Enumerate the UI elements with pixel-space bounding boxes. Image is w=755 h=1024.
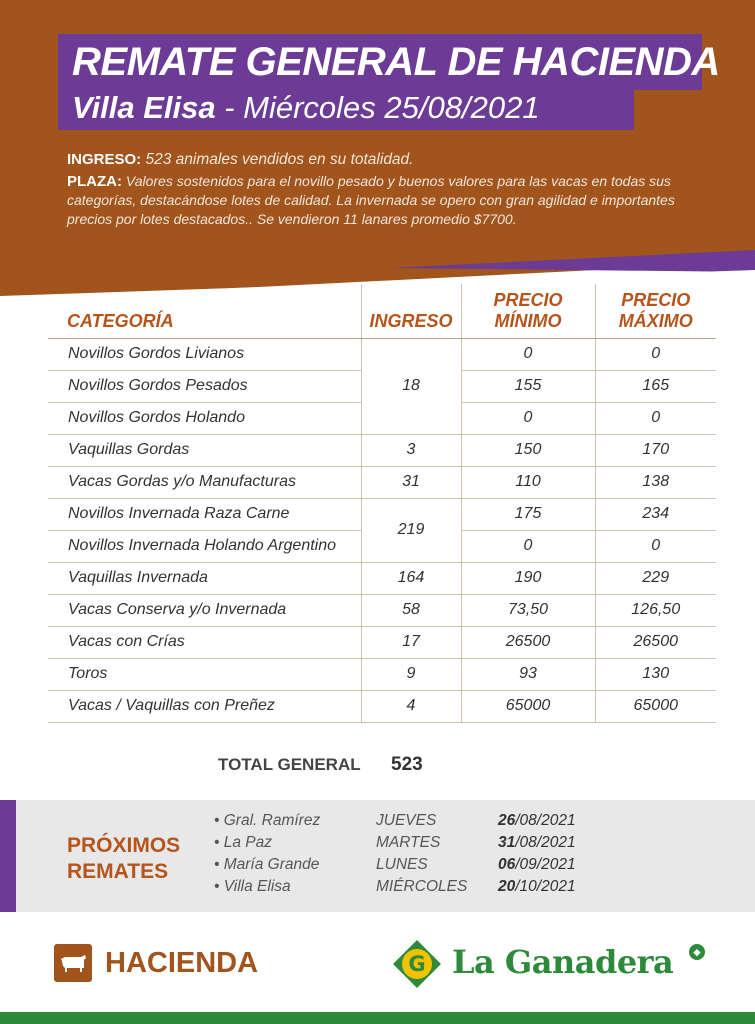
trademark-icon: ◆ (689, 944, 705, 960)
table-row (48, 594, 716, 626)
remate-date-rest: /10/2021 (515, 878, 576, 895)
row-precio-min: 26500 (461, 626, 595, 658)
plaza-text: Valores sostenidos para el novillo pesado y buenos valores para las vacas en todas sus categorías, destacándose lotes de calidad. La invernada se opero con gran agilidad e importantes precios por lotes destacados.. Se vendieron 11 lanares promedio $7700. (67, 173, 675, 227)
page-title: REMATE GENERAL DE HACIENDA (72, 40, 720, 84)
header-precio-maximo (595, 284, 716, 338)
row-ingreso: 31 (361, 466, 461, 498)
row-ingreso: 3 (361, 434, 461, 466)
remate-date-day: 06 (498, 856, 516, 873)
table-row (48, 498, 716, 530)
row-precio-min: 190 (461, 562, 595, 594)
list-item (214, 812, 614, 834)
ingreso-text: 523 animales vendidos en su totalidad. (141, 151, 414, 168)
row-precio-max: 138 (595, 466, 716, 498)
remate-day: MARTES (376, 834, 441, 851)
proximos-title (67, 833, 180, 885)
row-ingreso: 58 (361, 594, 461, 626)
remate-date (498, 812, 576, 830)
table-row (48, 626, 716, 658)
remate-place: • María Grande (214, 856, 320, 873)
remate-date (498, 856, 576, 874)
row-precio-min: 73,50 (461, 594, 595, 626)
remate-date-day: 31 (498, 834, 516, 851)
proximos-title-2: REMATES (67, 860, 169, 883)
row-category: Vaquillas Gordas (48, 434, 361, 466)
row-category: Novillos Gordos Pesados (48, 370, 361, 402)
remate-day: JUEVES (376, 812, 437, 829)
table-header-row (48, 284, 716, 338)
table-row (48, 338, 716, 370)
remate-date-day: 20 (498, 878, 516, 895)
row-precio-max: 26500 (595, 626, 716, 658)
header-ingreso: INGRESO (361, 284, 461, 338)
row-precio-max: 130 (595, 658, 716, 690)
row-precio-max: 65000 (595, 690, 716, 722)
row-category: Vaquillas Invernada (48, 562, 361, 594)
row-precio-max: 0 (595, 338, 716, 370)
header-precio-max-1: PRECIO (621, 289, 691, 310)
row-precio-max: 234 (595, 498, 716, 530)
row-category: Novillos Invernada Raza Carne (48, 498, 361, 530)
row-ingreso: 164 (361, 562, 461, 594)
row-precio-max: 126,50 (595, 594, 716, 626)
proximos-list (214, 812, 614, 900)
row-ingreso: 18 (361, 338, 461, 434)
row-precio-min: 0 (461, 402, 595, 434)
remate-date (498, 878, 576, 896)
logo-letter: G (408, 952, 426, 976)
ingreso-label: INGRESO: (67, 151, 142, 168)
row-precio-max: 165 (595, 370, 716, 402)
brand-name: La Ganadera (452, 943, 674, 981)
row-precio-max: 0 (595, 402, 716, 434)
la-ganadera-logo-icon (391, 938, 443, 990)
row-precio-min: 150 (461, 434, 595, 466)
row-category: Vacas Conserva y/o Invernada (48, 594, 361, 626)
row-precio-max: 170 (595, 434, 716, 466)
row-precio-min: 155 (461, 370, 595, 402)
remate-place: • La Paz (214, 834, 272, 851)
plaza-label: PLAZA: (67, 173, 122, 190)
cow-icon (54, 944, 92, 982)
row-category: Vacas / Vaquillas con Preñez (48, 690, 361, 722)
total-label: TOTAL GENERAL (218, 755, 361, 774)
row-precio-min: 93 (461, 658, 595, 690)
remate-date-rest: /08/2021 (515, 834, 576, 851)
prices-table (48, 284, 716, 723)
row-precio-min: 175 (461, 498, 595, 530)
subtitle-location: Villa Elisa (72, 90, 216, 125)
proximos-accent-bar (0, 800, 16, 912)
row-ingreso: 219 (361, 498, 461, 562)
row-precio-min: 65000 (461, 690, 595, 722)
footer-bar (0, 1012, 755, 1024)
row-precio-max: 229 (595, 562, 716, 594)
total-value: 523 (391, 754, 423, 775)
header-precio-min-1: PRECIO (493, 289, 563, 310)
intro-text (67, 150, 717, 229)
table-row (48, 658, 716, 690)
row-category: Vacas con Crías (48, 626, 361, 658)
row-ingreso: 17 (361, 626, 461, 658)
row-ingreso: 4 (361, 690, 461, 722)
row-category: Novillos Gordos Livianos (48, 338, 361, 370)
list-item (214, 878, 614, 900)
row-category: Vacas Gordas y/o Manufacturas (48, 466, 361, 498)
list-item (214, 834, 614, 856)
remate-place: • Gral. Ramírez (214, 812, 321, 829)
remate-day: MIÉRCOLES (376, 878, 468, 895)
table-row (48, 690, 716, 722)
row-precio-max: 0 (595, 530, 716, 562)
row-precio-min: 0 (461, 338, 595, 370)
list-item (214, 856, 614, 878)
subtitle-date: - Miércoles 25/08/2021 (215, 90, 540, 125)
remate-date (498, 834, 576, 852)
hacienda-label: HACIENDA (105, 947, 259, 979)
table-row (48, 434, 716, 466)
header-precio-max-2: MÁXIMO (618, 310, 693, 331)
remate-place: • Villa Elisa (214, 878, 291, 895)
table-row (48, 466, 716, 498)
row-category: Novillos Gordos Holando (48, 402, 361, 434)
proximos-title-1: PRÓXIMOS (67, 834, 181, 857)
row-ingreso: 9 (361, 658, 461, 690)
remate-date-rest: /09/2021 (515, 856, 576, 873)
row-precio-min: 0 (461, 530, 595, 562)
remate-day: LUNES (376, 856, 428, 873)
header-precio-minimo (461, 284, 595, 338)
remate-date-rest: /08/2021 (515, 812, 576, 829)
remate-date-day: 26 (498, 812, 516, 829)
row-category: Toros (48, 658, 361, 690)
header-precio-min-2: MÍNIMO (494, 310, 562, 331)
page-subtitle (72, 90, 540, 126)
row-category: Novillos Invernada Holando Argentino (48, 530, 361, 562)
table-row (48, 562, 716, 594)
row-precio-min: 110 (461, 466, 595, 498)
header-categoria: CATEGORÍA (48, 284, 361, 338)
